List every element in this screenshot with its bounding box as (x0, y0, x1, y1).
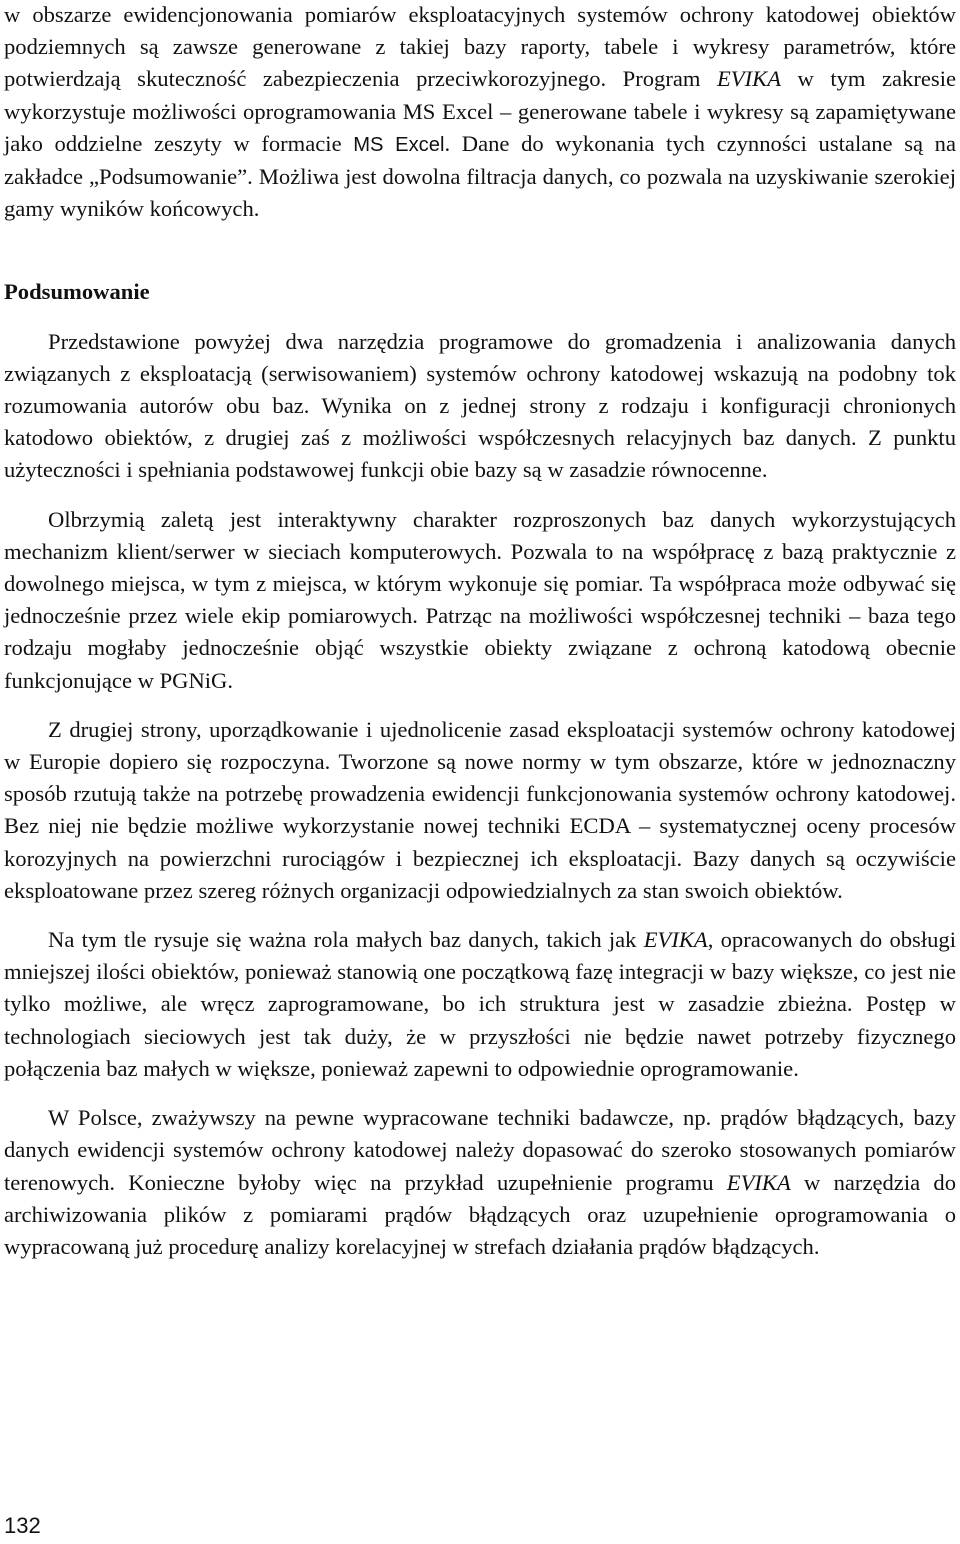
paragraph-5-text-2: w narzędzia do archiwizowania plików z pomiarami prądów błądzących oraz uzupełnienie oprogramowania o wypracowaną już procedurę analizy korelacyjnej w strefach działania prądów błądzących. (4, 1169, 956, 1259)
intro-text-3: . Dane do wykonania tych czynności ustalane są na zakładce „Podsumowanie”. Możliwa jest dowolna filtracja danych, co pozwala na uzyskiwanie szerokiej gamy wyników końcowych. (4, 130, 956, 222)
program-name-evika: EVIKA (717, 66, 781, 92)
intro-text-2: w tym zakresie wykorzystuje możliwości oprogramowania MS Excel – generowane tabele i wykresy są zapamiętywane jako oddzielne zeszyty w formacie (4, 66, 957, 156)
paragraph-5 (4, 1102, 956, 1263)
page-number: 132 (4, 1513, 41, 1538)
program-name-evika: EVIKA (643, 927, 708, 953)
program-name-evika: EVIKA (726, 1169, 791, 1195)
intro-paragraph (4, 0, 956, 225)
ms-excel-term: MS Excel (353, 133, 445, 156)
document-page (4, 0, 956, 1263)
section-heading: Podsumowanie (4, 279, 150, 305)
paragraph-1: Przedstawione powyżej dwa narzędzia programowe do gromadzenia i analizowania danych związanych z eksploatacją (serwisowaniem) systemów ochrony katodowej wskazują na podobny tok rozumowania autorów obu baz. Wynika on z jednej strony z rodzaju i konfiguracji chronionych katodowo obiektów, z drugiej zaś z możliwości współczesnych relacyjnych baz danych. Z punktu użyteczności i spełniania podstawowej funkcji obie bazy są w zasadzie równocenne. (4, 328, 956, 483)
paragraph-4-text-1: Na tym tle rysuje się ważna rola małych baz danych, takich jak (48, 927, 644, 953)
paragraph-3: Z drugiej strony, uporządkowanie i ujednolicenie zasad eksploatacji systemów ochrony katodowej w Europie dopiero się rozpoczyna. Tworzone są nowe normy w tym obszarze, które w jednoznaczny sposób rzutują także na potrzebę prowadzenia ewidencji funkcjonowania systemów ochrony katodowej. Bez niej nie będzie możliwe wykorzystanie nowej techniki ECDA – systematycznej oceny procesów korozyjnych na powierzchni rurociągów i bezpiecznej ich eksploatacji. Bazy danych są oczywiście eksploatowane przez szereg różnych organizacji odpowiedzialnych za stan swoich obiektów. (4, 716, 956, 903)
paragraph-5-text-1: W Polsce, zważywszy na pewne wypracowane techniki badawcze, np. prądów błądzących, bazy danych ewidencji systemów ochrony katodowej należy dopasować do szeroko stosowanych pomiarów terenowych. Konieczne byłoby więc na przykład uzupełnienie programu (4, 1105, 956, 1195)
paragraph-4-text-2: , opracowanych do obsługi mniejszej ilości obiektów, ponieważ stanowią one początkową fazę integracji w bazy większe, co jest nie tylko możliwe, ale wręcz zaprogramowane, bo ich struktura jest w zasadzie zbieżna. Postęp w technologiach sieciowych jest tak duży, że w przyszłości nie będzie nawet potrzeby fizycznego połączenia baz małych w większe, ponieważ zapewni to odpowiednie oprogramowanie. (4, 927, 956, 1081)
paragraph-2: Olbrzymią zaletą jest interaktywny charakter rozproszonych baz danych wykorzystujących mechanizm klient/serwer w sieciach komputerowych. Pozwala to na współpracę z bazą praktycznie z dowolnego miejsca, w tym z miejsca, w którym wykonuje się pomiar. Ta współpraca może odbywać się jednocześnie przez wiele ekip pomiarowych. Patrząc na możliwości współczesnej techniki – baza tego rodzaju mogłaby jednocześnie objąć wszystkie obiekty związane z ochroną katodową obecnie funkcjonujące w PGNiG. (4, 506, 956, 693)
intro-text-1: w obszarze ewidencjonowania pomiarów eksploatacyjnych systemów ochrony katodowej obiektów podziemnych są zawsze generowane z takiej bazy raporty, tabele i wykresy parametrów, które potwierdzają skuteczność zabezpieczenia przeciwkorozyjnego. Program (4, 2, 956, 92)
paragraph-4 (4, 924, 956, 1085)
